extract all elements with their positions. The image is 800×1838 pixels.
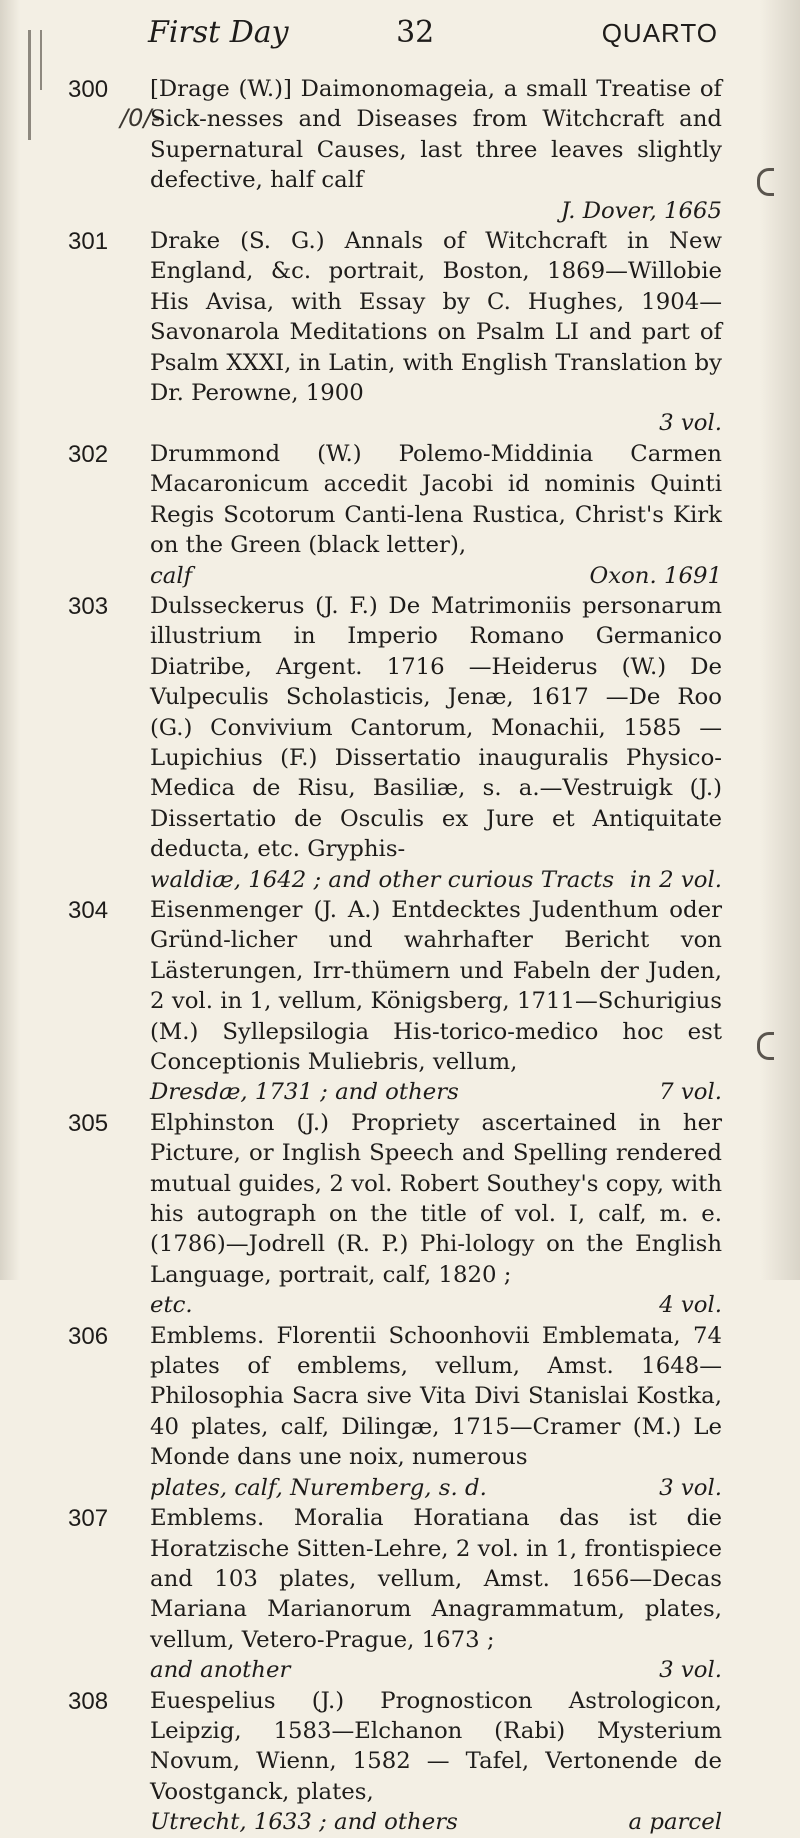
lot-description: Eisenmenger (J. A.) Entdecktes Judenthum oder Gründ-licher und wahrhafter Bericht von Lästerungen, Irr-thümern und Fabeln der Juden, 2 vol. in 1, vellum, Königsberg, 1711—Schurigius (M.) Syllepsilogia His-torico-medico hoc est Conceptionis Muliebris, vellum,: [150, 896, 722, 1075]
lot-tail-left: calf: [150, 562, 193, 589]
lot-list: [68, 74, 722, 1838]
lot-number: 307: [68, 1505, 109, 1533]
header-format: QUARTO: [601, 18, 718, 48]
lot-entry: [68, 1503, 722, 1685]
lot-description: Emblems. Florentii Schoonhovii Emblemata, 74 plates of emblems, vellum, Amst. 1648—Philosophia Sacra sive Vita Divi Stanislai Kostka, 40 plates, calf, Dilingæ, 1715—Cramer (M.) Le Monde dans une noix, numerous: [150, 1322, 722, 1471]
lot-number: 303: [68, 592, 109, 620]
binding-ring-1: [757, 168, 774, 196]
lot-tail-right: a parcel: [628, 1809, 722, 1836]
lot-number: 301: [68, 228, 109, 256]
lot-entry: [68, 1108, 722, 1321]
binding-ring-2: [757, 1032, 774, 1060]
lot-number: 302: [68, 440, 109, 468]
lot-tail-line: [150, 1473, 722, 1503]
lot-tail-line: [150, 408, 722, 438]
lot-tail-left: waldiæ, 1642 ; and other curious Tracts: [150, 866, 615, 893]
lot-tail-right: 7 vol.: [659, 1079, 722, 1106]
lot-description: Euespelius (J.) Prognosticon Astrologicon, Leipzig, 1583—Elchanon (Rabi) Mysterium Novum, Wienn, 1582 — Tafel, Vertonende de Voostganck, plates,: [150, 1687, 722, 1805]
lot-number: 308: [68, 1687, 109, 1715]
lot-tail-line: [150, 1290, 722, 1320]
lot-description: Drummond (W.) Polemo-Middinia Carmen Macaronicum accedit Jacobi id nominis Quinti Regis Scotorum Canti-lena Rustica, Christ's Kirk on the Green (black letter),: [150, 440, 722, 559]
lot-tail-right: 3 vol.: [659, 410, 722, 437]
lot-tail-line: [150, 1655, 722, 1685]
lot-description: [Drage (W.)] Daimonomageia, a small Treatise of Sick-nesses and Diseases from Witchcraft and Supernatural Causes, last three leaves slightly defective, half calf: [150, 76, 722, 194]
lot-tail-right: in 2 vol.: [629, 866, 722, 893]
lot-tail-left: etc.: [150, 1292, 193, 1319]
lot-tail-right: 3 vol.: [659, 1657, 722, 1684]
lot-tail-right: Oxon. 1691: [589, 562, 722, 589]
lot-entry: [68, 1686, 722, 1838]
lot-entry: [68, 591, 722, 895]
lot-number: 300: [68, 76, 109, 103]
lot-number: 306: [68, 1322, 109, 1350]
lot-number: 304: [68, 896, 109, 924]
page-header: [148, 16, 718, 50]
lot-number: 305: [68, 1109, 109, 1137]
lot-description: Emblems. Moralia Horatiana das ist die Horatzische Sitten-Lehre, 2 vol. in 1, frontispiece and 103 plates, vellum, Amst. 1656—Decas Mariana Marianorum Anagrammatum, plates, vellum, Vetero-Prague, 1673 ;: [150, 1505, 722, 1653]
lot-tail-right: J. Dover, 1665: [560, 197, 722, 224]
lot-entry: [68, 439, 722, 591]
lot-tail-line: [150, 561, 722, 591]
lot-tail-line: [150, 1807, 722, 1837]
lot-tail-line: [150, 1077, 722, 1107]
lot-description: Dulsseckerus (J. F.) De Matrimoniis personarum illustrium in Imperio Romano Germanico Diatribe, Argent. 1716 —Heiderus (W.) De Vulpeculis Scholasticis, Jenæ, 1617 —De Roo (G.) Convivium Cantorum, Monachii, 1585 —Lupichius (F.) Dissertatio inauguralis Physico-Medica de Risu, Basiliæ, s. a.—Vestruigk (J.) Dissertatio de Osculis ex Jure et Antiquitate deducta, etc. Gryphis-: [150, 592, 722, 863]
binding-edge-line-2: [40, 30, 42, 90]
lot-entry: [68, 1321, 722, 1503]
lot-description: Drake (S. G.) Annals of Witchcraft in New England, &c. portrait, Boston, 1869—Willobie His Avisa, with Essay by C. Hughes, 1904—Savonarola Meditations on Psalm LI and part of Psalm XXXI, in Latin, with English Translation by Dr. Perowne, 1900: [150, 228, 722, 407]
lot-entry: [68, 895, 722, 1108]
lot-tail-line: [150, 865, 722, 895]
lot-entry: [68, 74, 722, 226]
lot-description: Elphinston (J.) Propriety ascertained in her Picture, or Inglish Speech and Spelling rendered mutual guides, 2 vol. Robert Southey's copy, with his autograph on the title of vol. I, calf, m. e. (1786)—Jodrell (R. P.) Phi-lology on the English Language, portrait, calf, 1820 ;: [150, 1109, 722, 1288]
lot-tail-right: 3 vol.: [659, 1474, 722, 1501]
header-page-number: 32: [396, 15, 435, 50]
lot-tail-right: 4 vol.: [659, 1292, 722, 1319]
lot-tail-left: plates, calf, Nuremberg, s. d.: [150, 1474, 487, 1501]
binding-edge-line: [28, 30, 31, 140]
page-left-shadow: [0, 0, 20, 1280]
handwritten-margin-note: /0/-: [120, 104, 161, 132]
lot-tail-left: Utrecht, 1633 ; and others: [150, 1809, 458, 1836]
lot-tail-left: Dresdæ, 1731 ; and others: [150, 1079, 459, 1106]
lot-entry: [68, 226, 722, 439]
lot-tail-line: [150, 196, 722, 226]
lot-tail-left: and another: [150, 1657, 291, 1684]
header-day: First Day: [148, 15, 289, 50]
